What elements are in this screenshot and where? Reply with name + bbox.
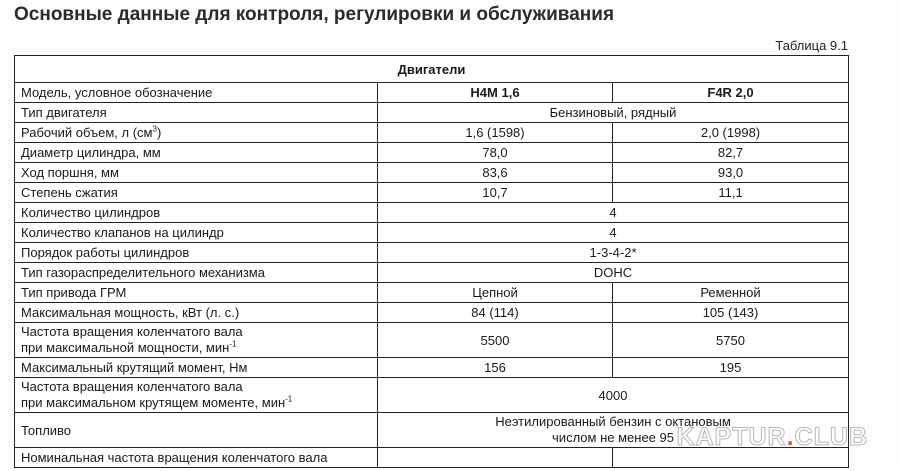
row-label-displacement: Рабочий объем, л $(см^3)$ xyxy=(15,123,378,143)
compression-f4r: 11,1 xyxy=(613,183,849,203)
table-row xyxy=(15,303,849,323)
table-row xyxy=(15,83,849,103)
row-label-cylinders: Количество цилиндров xyxy=(15,203,378,223)
row-label-bore: Диаметр цилиндра, мм xyxy=(15,143,378,163)
max-torque-h4m: 156 xyxy=(378,358,613,378)
bore-h4m: 78,0 xyxy=(378,143,613,163)
table-caption: Таблица 9.1 xyxy=(775,38,848,53)
table-row xyxy=(15,223,849,243)
engine-spec-table xyxy=(14,55,849,468)
row-label-fuel: Топливо xyxy=(15,413,378,448)
timing-drive-h4m: Цепной xyxy=(378,283,613,303)
model-f4r: F4R 2,0 xyxy=(613,83,849,103)
table-row xyxy=(15,323,849,358)
row-label-model: Модель, условное обозначение xyxy=(15,83,378,103)
max-torque-f4r: 195 xyxy=(613,358,849,378)
model-h4m: H4M 1,6 xyxy=(378,83,613,103)
table-row xyxy=(15,103,849,123)
fuel-value: Неэтилированный бензин с октановым числом не менее 95 xyxy=(378,413,849,448)
row-label-max-power: Максимальная мощность, кВт (л. с.) xyxy=(15,303,378,323)
row-label-stroke: Ход поршня, мм xyxy=(15,163,378,183)
table-header-row xyxy=(15,56,849,83)
table-row xyxy=(15,243,849,263)
table-row xyxy=(15,358,849,378)
row-label-max-torque: Максимальный крутящий момент, Нм xyxy=(15,358,378,378)
power-rpm-f4r: 5750 xyxy=(613,323,849,358)
table-header-engines: Двигатели xyxy=(15,56,849,83)
displacement-f4r: 2,0 (1998) xyxy=(613,123,849,143)
row-label-nominal-rpm: Номинальная частота вращения коленчатого вала xyxy=(15,448,378,468)
table-row xyxy=(15,263,849,283)
valvetrain-value: DOHC xyxy=(378,263,849,283)
table-row xyxy=(15,378,849,413)
torque-rpm-value: 4000 xyxy=(378,378,849,413)
power-rpm-h4m: 5500 xyxy=(378,323,613,358)
stroke-f4r: 93,0 xyxy=(613,163,849,183)
row-label-timing-drive: Тип привода ГРМ xyxy=(15,283,378,303)
table-row xyxy=(15,283,849,303)
row-label-compression: Степень сжатия xyxy=(15,183,378,203)
table-row xyxy=(15,183,849,203)
firing-order-value: 1-3-4-2* xyxy=(378,243,849,263)
row-label-valvetrain: Тип газораспределительного механизма xyxy=(15,263,378,283)
table-row xyxy=(15,123,849,143)
valves-value: 4 xyxy=(378,223,849,243)
table-row xyxy=(15,203,849,223)
kaptur-club-watermark: KAPTUR.CLUB xyxy=(676,423,868,451)
engine-type-value: Бензиновый, рядный xyxy=(378,103,849,123)
page-title: Основные данные для контроля, регулировки и обслуживания xyxy=(14,4,615,25)
compression-h4m: 10,7 xyxy=(378,183,613,203)
displacement-h4m: 1,6 (1598) xyxy=(378,123,613,143)
row-label-engine-type: Тип двигателя xyxy=(15,103,378,123)
nominal-rpm-h4m xyxy=(378,448,613,468)
stroke-h4m: 83,6 xyxy=(378,163,613,183)
bore-f4r: 82,7 xyxy=(613,143,849,163)
max-power-h4m: 84 (114) xyxy=(378,303,613,323)
cylinders-value: 4 xyxy=(378,203,849,223)
row-label-valves: Количество клапанов на цилиндр xyxy=(15,223,378,243)
row-label-power-rpm: Частота вращения коленчатого вала при максимальной мощности, мин$^{-1}$ xyxy=(15,323,378,358)
max-power-f4r: 105 (143) xyxy=(613,303,849,323)
table-row xyxy=(15,163,849,183)
table-row xyxy=(15,143,849,163)
timing-drive-f4r: Ременной xyxy=(613,283,849,303)
row-label-firing-order: Порядок работы цилиндров xyxy=(15,243,378,263)
row-label-torque-rpm: Частота вращения коленчатого вала при максимальном крутящем моменте, мин$^{-1}$ xyxy=(15,378,378,413)
